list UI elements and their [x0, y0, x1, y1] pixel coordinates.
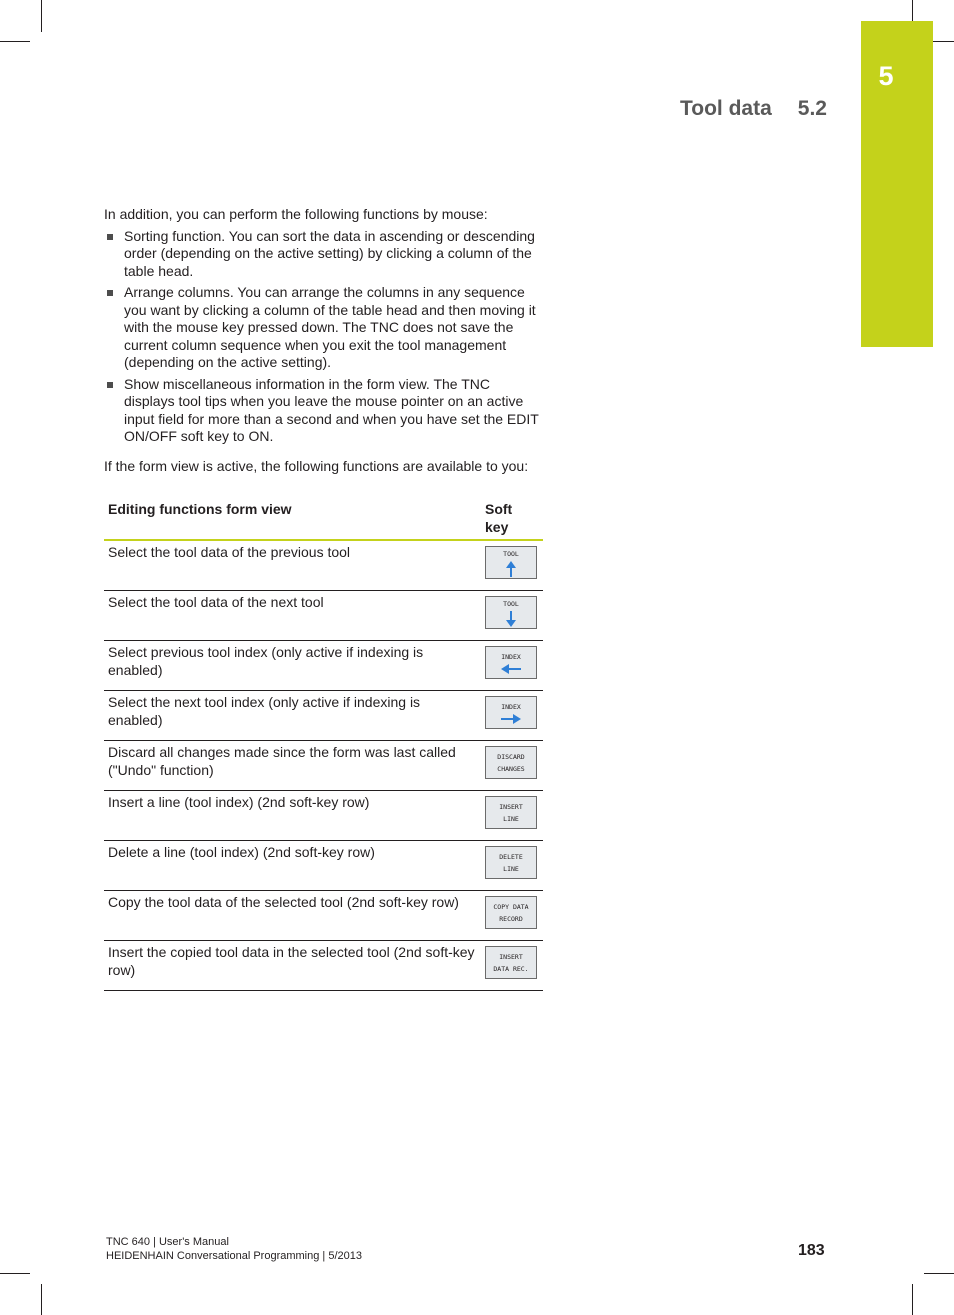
editing-functions-table — [104, 500, 543, 991]
softkey-cell — [481, 791, 543, 841]
softkey-label: COPY DATA — [493, 902, 529, 911]
footer-manual-title: TNC 640 | User's Manual — [106, 1236, 229, 1248]
table-row — [104, 891, 543, 941]
crop-mark — [0, 41, 30, 42]
crop-mark — [41, 1284, 42, 1315]
crop-mark — [933, 41, 954, 42]
column-header-function: Editing functions form view — [104, 500, 481, 540]
softkey-cell — [481, 641, 543, 691]
softkey-cell — [481, 891, 543, 941]
function-description: Copy the tool data of the selected tool (2nd soft-key row) — [104, 891, 481, 941]
softkey-label: INDEX — [501, 652, 521, 661]
chapter-title: Tool data — [680, 97, 772, 120]
list-item — [104, 228, 544, 281]
arrow-left-icon — [500, 663, 522, 675]
softkey-copy-data-record[interactable] — [485, 896, 537, 929]
function-description: Select the tool data of the next tool — [104, 591, 481, 641]
table-row — [104, 591, 543, 641]
list-item-text: Sorting function. You can sort the data in ascending or descending order (depending on the active setting) by clicking a column of the table head. — [124, 227, 535, 279]
chapter-tab-number: 5 — [878, 61, 894, 91]
softkey-label: CHANGES — [497, 764, 525, 773]
crop-mark — [41, 0, 42, 32]
footer-publisher: HEIDENHAIN Conversational Programming | 5/2013 — [106, 1250, 362, 1262]
table-row — [104, 941, 543, 991]
softkey-label: RECORD — [499, 914, 523, 923]
crop-mark — [0, 1273, 30, 1274]
running-head — [680, 97, 827, 121]
table-row — [104, 841, 543, 891]
crop-mark — [912, 1284, 913, 1315]
softkey-delete-line[interactable] — [485, 846, 537, 879]
softkey-cell — [481, 540, 543, 591]
bullet-list — [104, 228, 544, 446]
softkey-discard-changes[interactable] — [485, 746, 537, 779]
chapter-tab — [861, 21, 933, 347]
table-row — [104, 741, 543, 791]
arrow-up-icon — [505, 560, 517, 578]
bullet-square-icon — [107, 234, 113, 240]
table-row — [104, 791, 543, 841]
column-header-softkey: Soft key — [481, 500, 543, 540]
softkey-label: LINE — [503, 814, 519, 823]
function-description: Insert a line (tool index) (2nd soft-key row) — [104, 791, 481, 841]
arrow-down-icon — [505, 610, 517, 628]
softkey-label: LINE — [503, 864, 519, 873]
arrow-right-icon — [500, 713, 522, 725]
softkey-insert-data-record[interactable] — [485, 946, 537, 979]
body-text — [104, 206, 544, 475]
list-item-text: Show miscellaneous information in the form view. The TNC displays tool tips when you leave the mouse pointer on an active input field for more than a second and when you have set the EDIT ON/OFF soft key to ON. — [124, 375, 539, 444]
bullet-square-icon — [107, 382, 113, 388]
table-row — [104, 540, 543, 591]
list-item — [104, 376, 544, 446]
softkey-label: DATA REC. — [493, 964, 529, 973]
section-number: 5.2 — [797, 97, 827, 120]
softkey-label: DISCARD — [497, 752, 525, 761]
softkey-label: INSERT — [499, 952, 523, 961]
softkey-cell — [481, 841, 543, 891]
list-item-text: Arrange columns. You can arrange the columns in any sequence you want by clicking a column of the table head and then moving it with the mouse key pressed down. The TNC does not save the current column sequence when you exit the tool management (depending on the active setting). — [124, 284, 536, 370]
softkey-cell — [481, 691, 543, 741]
page-footer — [106, 1235, 362, 1263]
function-description: Select the next tool index (only active if indexing is enabled) — [104, 691, 481, 741]
softkey-tool-previous[interactable] — [485, 546, 537, 579]
softkey-index-next[interactable] — [485, 696, 537, 729]
softkey-label: INSERT — [499, 802, 523, 811]
softkey-label: DELETE — [499, 852, 523, 861]
function-description: Select the tool data of the previous tool — [104, 540, 481, 591]
table-header-row — [104, 500, 543, 540]
table-row — [104, 691, 543, 741]
softkey-tool-next[interactable] — [485, 596, 537, 629]
page-number: 183 — [798, 1242, 825, 1259]
crop-mark — [924, 1273, 954, 1274]
intro-paragraph: In addition, you can perform the following functions by mouse: — [104, 206, 488, 222]
function-description: Insert the copied tool data in the selected tool (2nd soft-key row) — [104, 941, 481, 991]
softkey-cell — [481, 741, 543, 791]
function-description: Select previous tool index (only active if indexing is enabled) — [104, 641, 481, 691]
list-item — [104, 284, 544, 372]
softkey-label: TOOL — [503, 599, 519, 608]
softkey-cell — [481, 591, 543, 641]
crop-mark — [912, 0, 913, 21]
softkey-index-previous[interactable] — [485, 646, 537, 679]
softkey-insert-line[interactable] — [485, 796, 537, 829]
function-description: Delete a line (tool index) (2nd soft-key row) — [104, 841, 481, 891]
bullet-square-icon — [107, 290, 113, 296]
table-row — [104, 641, 543, 691]
softkey-label: INDEX — [501, 702, 521, 711]
softkey-cell — [481, 941, 543, 991]
function-description: Discard all changes made since the form was last called ("Undo" function) — [104, 741, 481, 791]
form-intro-paragraph: If the form view is active, the following functions are available to you: — [104, 457, 529, 474]
softkey-label: TOOL — [503, 549, 519, 558]
